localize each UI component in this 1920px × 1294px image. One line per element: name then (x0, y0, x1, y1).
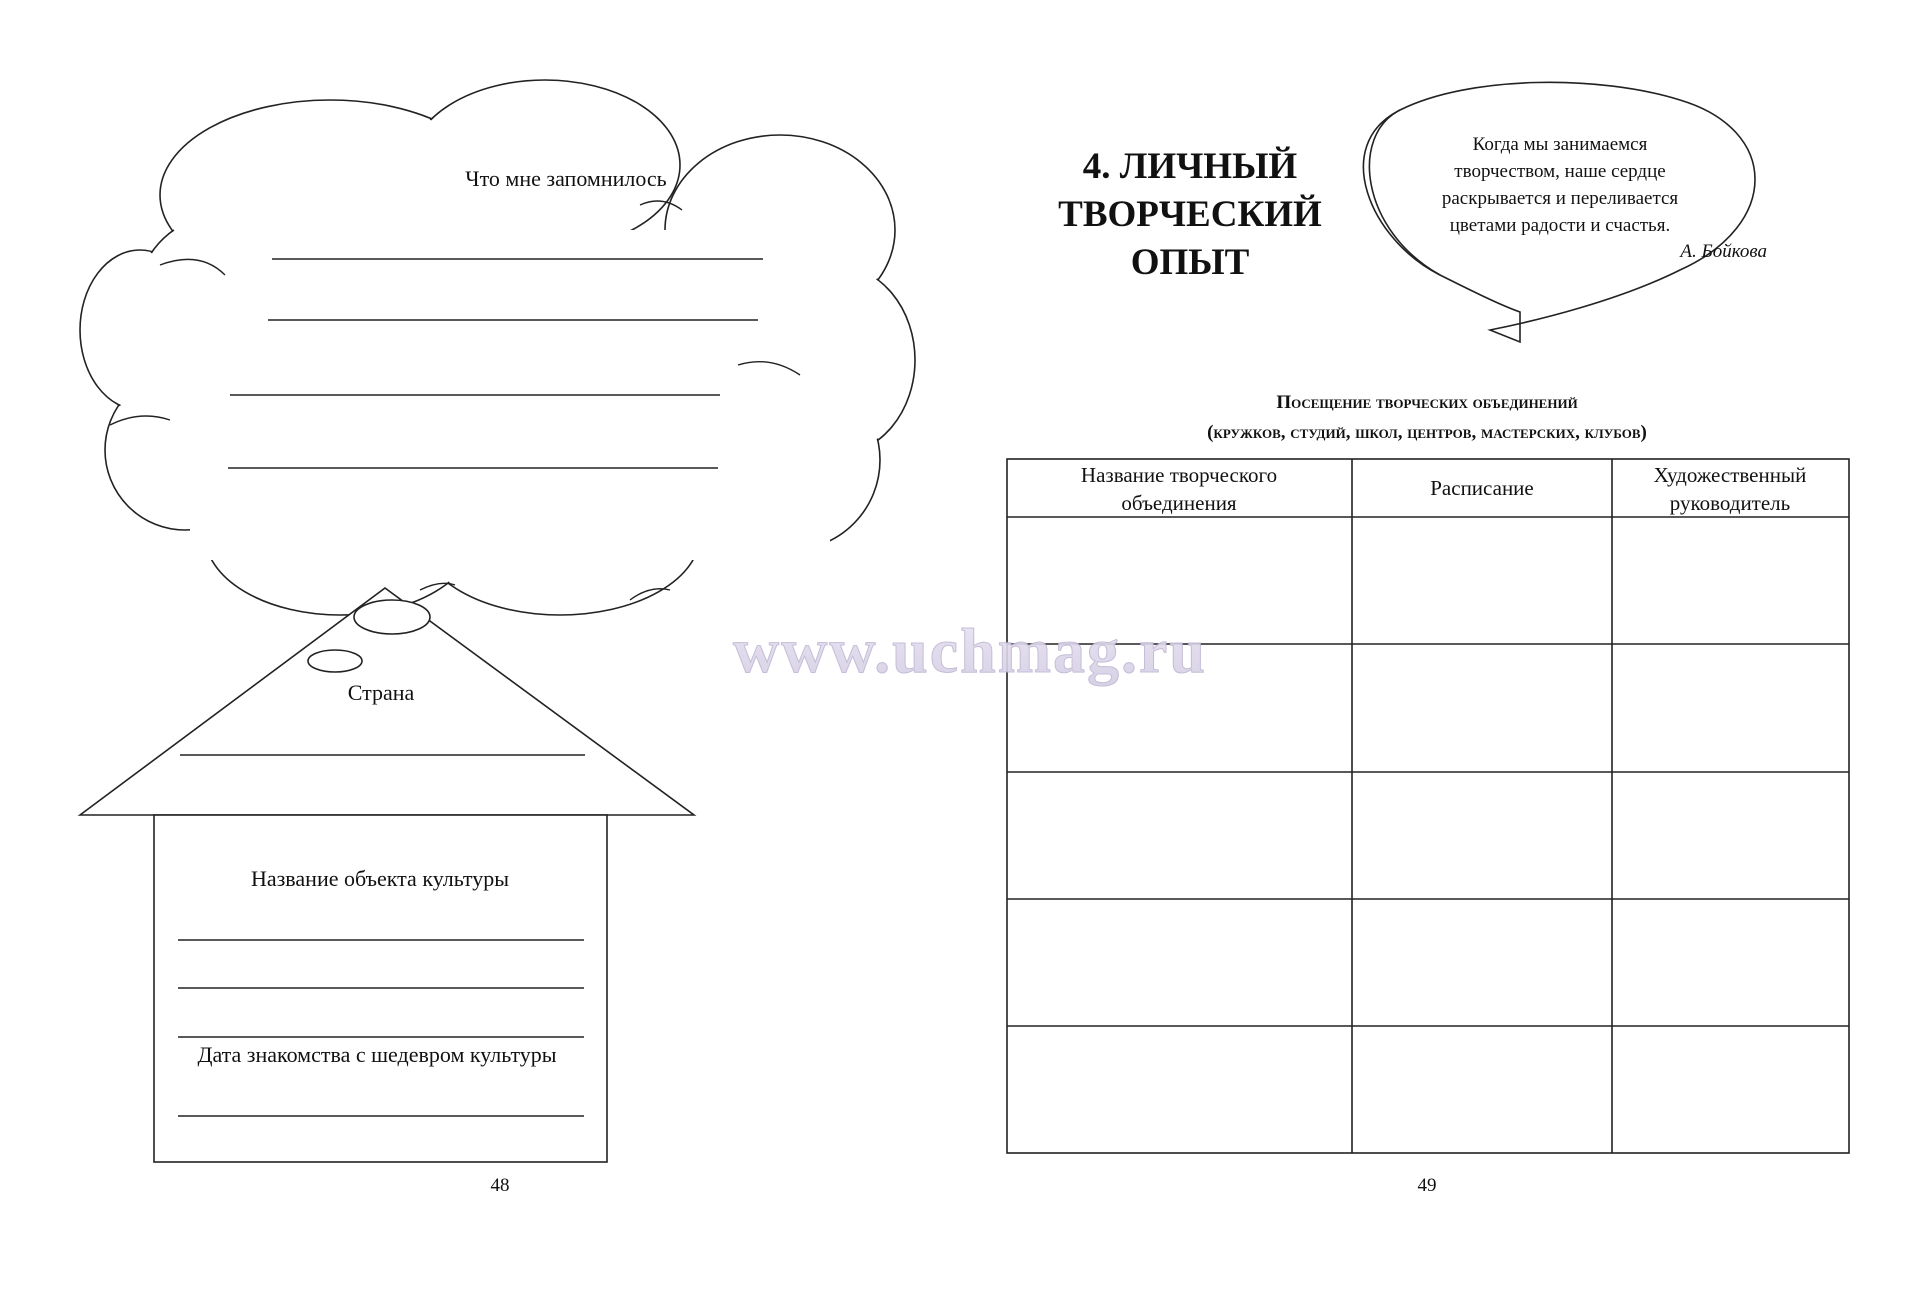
table-cell[interactable] (1008, 773, 1351, 898)
section-heading (1058, 145, 1322, 283)
table-cell[interactable] (1008, 1027, 1351, 1152)
section-heading-line3: ОПЫТ (1130, 242, 1250, 283)
thought-bubble-small (354, 600, 430, 634)
roof-label: Страна (347, 680, 415, 705)
table-cell[interactable] (1353, 900, 1611, 1025)
quote-line: раскрывается и переливается (1441, 188, 1679, 209)
table-cell[interactable] (1613, 518, 1848, 643)
table-cell[interactable] (1613, 900, 1848, 1025)
table-cell[interactable] (1353, 773, 1611, 898)
quote-line: творчеством, наше сердце (1454, 161, 1666, 182)
table-cell[interactable] (1613, 773, 1848, 898)
thought-bubble-tiny (308, 650, 362, 672)
quote-author: А. Бойкова (1680, 241, 1767, 262)
table-title-line2: (кружков, студий, школ, центров, мастерских, клубов) (1207, 422, 1647, 443)
section-heading-line1: 4. ЛИЧНЫЙ (1082, 146, 1298, 187)
cloud-title: Что мне запомнилось (465, 166, 667, 191)
table-cell[interactable] (1613, 645, 1848, 771)
page-number-left: 48 (490, 1175, 510, 1196)
house-date-label: Дата знакомства с шедевром культуры (197, 1042, 557, 1067)
watermark: www.uchmag.ru (732, 615, 1208, 686)
table-header-col2: Расписание (1430, 476, 1534, 500)
house-title: Название объекта культуры (250, 866, 510, 891)
table-header-col1-line1: Название творческого (1080, 463, 1278, 487)
table-cell[interactable] (1353, 645, 1611, 771)
thought-cloud (80, 80, 915, 615)
page-number-right: 49 (1417, 1175, 1437, 1196)
table-header-col3-line2: руководитель (1669, 491, 1791, 515)
table-header (1081, 463, 1806, 515)
section-heading-line2: ТВОРЧЕСКИЙ (1058, 194, 1322, 235)
table-header-col3-line1: Художественный (1653, 463, 1807, 487)
quote-speech-bubble (1363, 82, 1755, 342)
quote-line: цветами радости и счастья. (1449, 215, 1671, 236)
table-cell[interactable] (1353, 518, 1611, 643)
table-cell[interactable] (1353, 1027, 1611, 1152)
table-cell[interactable] (1008, 900, 1351, 1025)
quote-line: Когда мы занимаемся (1472, 134, 1648, 155)
table-header-col1-line2: объединения (1121, 491, 1237, 515)
table-title-line1: Посещение творческих объединений (1276, 392, 1578, 413)
table-cell[interactable] (1613, 1027, 1848, 1152)
table-body (1008, 518, 1848, 1152)
